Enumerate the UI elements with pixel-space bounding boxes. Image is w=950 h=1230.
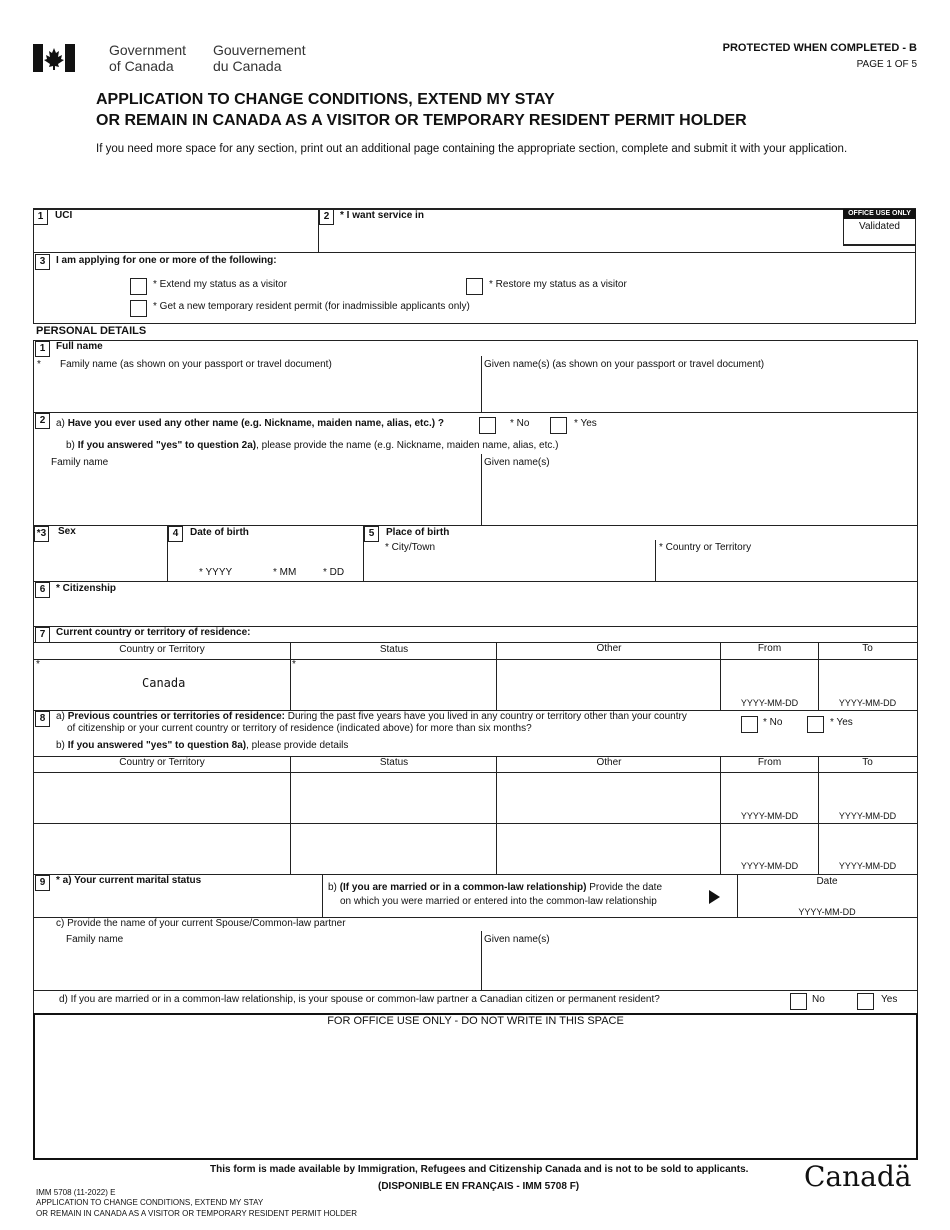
trp-checkbox[interactable] [130,300,147,317]
prev-col-from-header: From [757,757,782,768]
form-title: APPLICATION TO CHANGE CONDITIONS, EXTEND MY STAY OR REMAIN IN CANADA AS A VISITOR OR TEMPORARY RESIDENT PERMIT HOLDER [96,91,747,129]
other-family-name-label: Family name [51,457,109,468]
p8-number: 8 [35,711,50,727]
marital-status-label: * a) Your current marital status [56,875,202,886]
p2b-instruction: b) If you answered "yes" to question 2a), please provide the name (e.g. Nickname, maiden name, alias, etc.) [66,440,559,451]
col-from-header: From [757,643,782,654]
citizenship-label: * Citizenship [56,583,117,594]
dob-dd-label: * DD [323,567,345,578]
other-given-name-label: Given name(s) [484,457,550,468]
p5-number: 5 [364,526,379,542]
dob-label: Date of birth [190,527,249,538]
prev-col-to-header: To [862,757,873,768]
residence-status-star: * [292,659,296,670]
spouse-citizen-yes-label: Yes [881,994,898,1005]
previous-residence-yes-label: * Yes [830,717,853,728]
prev-row-1-to-format: YYYY-MM-DD [838,811,897,821]
arrow-right-icon [709,890,720,904]
other-name-no-checkbox[interactable] [479,417,496,434]
trp-label: * Get a new temporary resident permit (for inadmissible applicants only) [153,301,470,312]
residence-country-star: * [36,659,40,670]
prev-col-country-header: Country or Territory [119,757,205,768]
instruction-text: If you need more space for any section, print out an additional page containing the appropriate section, complete and submit it with your application. [96,143,848,155]
residence-from-format: YYYY-MM-DD [740,698,799,708]
p8b-instruction: b) If you answered "yes" to question 8a), please provide details [56,740,349,751]
other-name-yes-checkbox[interactable] [550,417,567,434]
p8a-question: a) Previous countries or territories of residence: During the past five years have you lived in any country or territory other than your country [56,711,687,722]
birth-city-label: * City/Town [385,542,436,553]
restore-checkbox[interactable] [466,278,483,295]
col-country-header: Country or Territory [119,644,205,655]
prev-row-2-from-format: YYYY-MM-DD [740,861,799,871]
marriage-date-label: Date [816,876,838,887]
service-select[interactable] [320,226,840,251]
birth-city-input[interactable] [366,556,652,578]
uci-input[interactable] [34,226,317,251]
sex-label: Sex [58,526,76,537]
p7-number: 7 [35,627,50,643]
p3-number: *3 [34,526,49,542]
q3-number: 3 [35,254,50,270]
other-given-name-input[interactable] [484,473,914,522]
spouse-citizen-no-checkbox[interactable] [790,993,807,1010]
required-star: * [37,359,41,370]
office-use-label: FOR OFFICE USE ONLY - DO NOT WRITE IN THIS SPACE [327,1015,624,1027]
canada-wordmark: Canadä [804,1160,912,1193]
footer-form-id: IMM 5708 (11-2022) E [36,1188,116,1197]
other-name-no-label: * No [510,418,530,429]
service-label: * I want service in [340,210,424,221]
gov-fr-signature: Gouvernement du Canada [213,42,306,74]
prev-row-1[interactable] [36,775,288,819]
spouse-family-name-label: Family name [66,934,124,945]
prev-row-2-to-format: YYYY-MM-DD [838,861,897,871]
p4-number: 4 [168,526,183,542]
col-status-header: Status [379,644,409,655]
given-name-input[interactable] [484,376,914,410]
protected-label: PROTECTED WHEN COMPLETED - B [722,42,917,54]
prev-col-status-header: Status [379,757,409,768]
previous-residence-no-label: * No [763,717,783,728]
footer-form-title-2: OR REMAIN IN CANADA AS A VISITOR OR TEMPORARY RESIDENT PERMIT HOLDER [36,1209,357,1218]
office-use-tag: OFFICE USE ONLY [843,209,916,219]
q1-number: 1 [33,209,48,225]
marital-status-select[interactable] [36,892,318,914]
p9-number: 9 [35,875,50,891]
place-of-birth-label: Place of birth [386,527,450,538]
residence-other-input[interactable] [499,665,717,705]
footer-french: (DISPONIBLE EN FRANÇAIS - IMM 5708 F) [378,1181,580,1192]
other-name-yes-label: * Yes [574,418,597,429]
birth-country-select[interactable] [658,556,914,578]
p9d-question: d) If you are married or in a common-law relationship, is your spouse or common-law partner a Canadian citizen or permanent resident? [59,994,660,1005]
spouse-family-name-input[interactable] [36,950,478,987]
page-number: PAGE 1 OF 5 [856,59,917,70]
residence-to-format: YYYY-MM-DD [838,698,897,708]
footer-form-title-1: APPLICATION TO CHANGE CONDITIONS, EXTEND MY STAY [36,1198,264,1207]
col-other-header: Other [596,643,622,654]
citizenship-select[interactable] [36,600,914,624]
sex-select[interactable] [36,545,164,579]
spouse-citizen-no-label: No [812,994,825,1005]
extend-label: * Extend my status as a visitor [153,279,287,290]
spouse-given-name-input[interactable] [484,950,914,987]
p6-number: 6 [35,582,50,598]
restore-label: * Restore my status as a visitor [489,279,627,290]
prev-row-1-from-format: YYYY-MM-DD [740,811,799,821]
residence-country-value[interactable]: Canada [142,676,186,690]
birth-country-label: * Country or Territory [659,542,752,553]
personal-details-heading: PERSONAL DETAILS [36,325,147,337]
extend-checkbox[interactable] [130,278,147,295]
p2-number: 2 [35,413,50,429]
previous-residence-no-checkbox[interactable] [741,716,758,733]
family-name-input[interactable] [36,376,478,410]
p1-number: 1 [35,341,50,357]
residence-status-select[interactable] [293,665,493,705]
previous-residence-yes-checkbox[interactable] [807,716,824,733]
dob-mm-label: * MM [273,567,297,578]
canada-flag-icon [33,44,75,72]
gov-en-signature: Government of Canada [109,42,187,74]
other-family-name-input[interactable] [36,473,478,522]
full-name-label: Full name [56,341,103,352]
p2a-question: a) Have you ever used any other name (e.g. Nickname, maiden name, alias, etc.) ? [56,418,444,429]
spouse-citizen-yes-checkbox[interactable] [857,993,874,1010]
marriage-date-format: YYYY-MM-DD [798,907,856,917]
given-name-label: Given name(s) (as shown on your passport or travel document) [484,359,765,370]
prev-col-other-header: Other [596,757,622,768]
p8a-question-line2: of citizenship or your current country or territory of residence (indicated above) for more than six months? [67,723,532,734]
p9b-question: b) (If you are married or in a common-law relationship) Provide the date [328,882,663,893]
dob-input[interactable] [170,545,360,563]
col-to-header: To [862,643,873,654]
uci-label: UCI [55,210,73,221]
p9c-instruction: c) Provide the name of your current Spouse/Common-law partner [56,918,346,929]
current-residence-label: Current country or territory of residence: [56,627,251,638]
validated-label: Validated [859,221,900,232]
prev-row-2[interactable] [36,826,288,870]
q2-number: 2 [319,209,334,225]
family-name-label: Family name (as shown on your passport or travel document) [60,359,332,370]
office-use-box [33,1013,918,1160]
applying-label: I am applying for one or more of the following: [56,255,277,266]
p9b-question-line2: on which you were married or entered into the common-law relationship [340,896,657,907]
marriage-date-input[interactable] [740,890,914,905]
footer-notice: This form is made available by Immigration, Refugees and Citizenship Canada and is not to be sold to applicants. [210,1164,749,1175]
dob-yyyy-label: * YYYY [199,567,233,578]
spouse-given-name-label: Given name(s) [484,934,550,945]
